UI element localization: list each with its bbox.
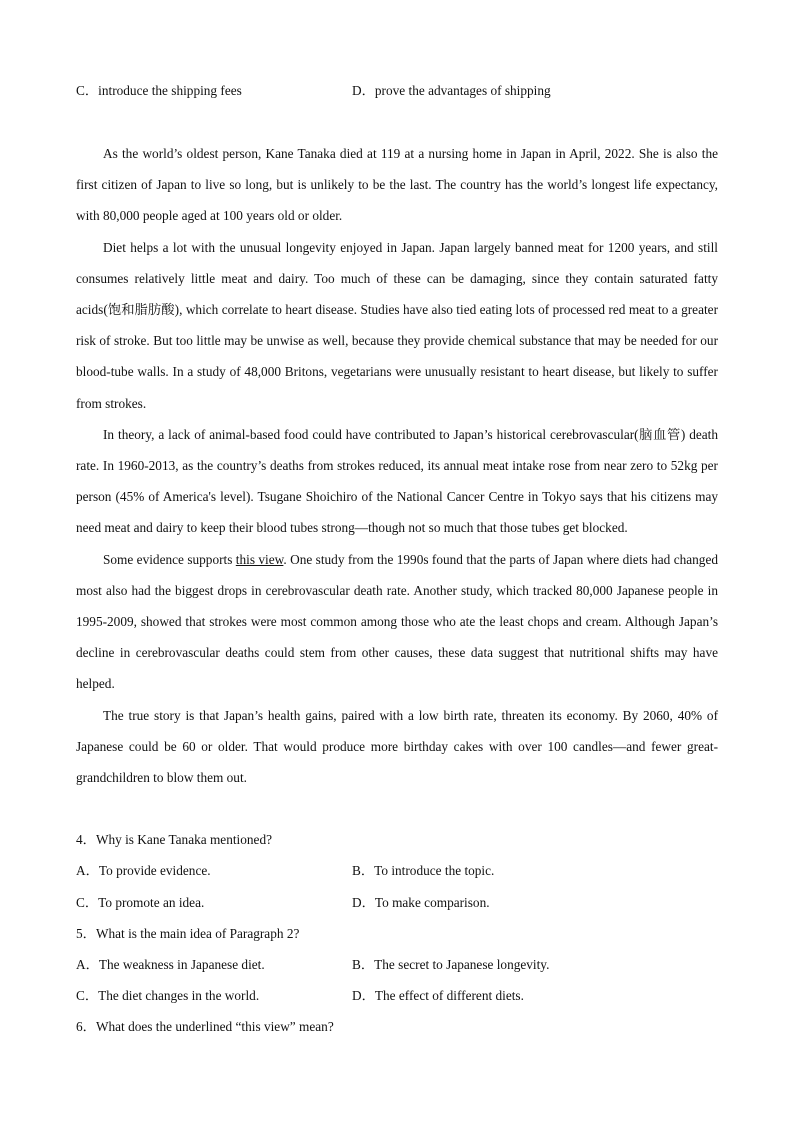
- question-5-options-row-2: [76, 986, 716, 1006]
- paragraph-4-text-after: . One study from the 1990s found that the parts of Japan where diets had changed most also had the biggest drops in cerebrovascular death rate. Another study, which tracked 80,000 Japanese people in 1995-2009, showed that strokes were most common among those who ate the least chops and cream. Although Japan’s decline in cerebrovascular deaths could stem from other causes, these data suggest that nutritional shifts may have helped.: [76, 551, 718, 692]
- question-4-option-d[interactable]: D．To make comparison.: [352, 895, 490, 910]
- question-5-stem: 5．What is the main idea of Paragraph 2?: [76, 926, 300, 941]
- question-4-options-row-2: [76, 893, 716, 913]
- question-5-option-b[interactable]: B．The secret to Japanese longevity.: [352, 957, 550, 972]
- prev-question-options-row: [76, 81, 716, 101]
- paragraph-4-text-before: Some evidence supports: [103, 551, 236, 567]
- question-4-option-c[interactable]: C．To promote an idea.: [76, 895, 205, 910]
- passage-paragraph-1: As the world’s oldest person, Kane Tanaka died at 119 at a nursing home in Japan in April, 2022. She is also the first citizen of Japan to live so long, but is unlikely to be the last. The country has the world’s longest life expectancy, with 80,000 people aged at 100 years old or older.: [76, 146, 718, 224]
- question-4-option-a[interactable]: A．To provide evidence.: [76, 863, 211, 878]
- prev-option-c[interactable]: C．introduce the shipping fees: [76, 83, 242, 98]
- question-5-option-a[interactable]: A．The weakness in Japanese diet.: [76, 957, 265, 972]
- question-5-options-row-1: [76, 955, 716, 975]
- question-5-option-d[interactable]: D．The effect of different diets.: [352, 988, 524, 1003]
- passage-paragraph-4: [76, 544, 718, 700]
- passage-paragraph-5: The true story is that Japan’s health gains, paired with a low birth rate, threaten its economy. By 2060, 40% of Japanese could be 60 or older. That would produce more birthday cakes with over 100 candles—and fewer great-grandchildren to blow them out.: [76, 707, 718, 786]
- prev-option-d[interactable]: D．prove the advantages of shipping: [352, 83, 551, 98]
- passage-paragraph-2: Diet helps a lot with the unusual longevity enjoyed in Japan. Japan largely banned meat for 1200 years, and still consumes relatively little meat and dairy. Too much of these can be damaging, since they contain saturated fatty acids(饱和脂肪酸), which correlate to heart disease. Studies have also tied eating lots of processed red meat to a greater risk of stroke. But too little may be unwise as well, because they provide chemical substance that may be needed for our blood-tube walls. In a study of 48,000 Britons, vegetarians were unusually resistant to heart disease, but likely to suffer from strokes.: [76, 239, 718, 411]
- question-4-option-b[interactable]: B．To introduce the topic.: [352, 863, 495, 878]
- question-6-stem: 6．What does the underlined “this view” mean?: [76, 1019, 334, 1034]
- passage-paragraph-3: In theory, a lack of animal-based food could have contributed to Japan’s historical cerebrovascular(脑血管) death rate. In 1960-2013, as the country’s deaths from strokes reduced, its annual meat intake rose from near zero to 52kg per person (45% of America's level). Tsugane Shoichiro of the National Cancer Centre in Tokyo says that his citizens may need meat and dairy to keep their blood tubes strong—though not so much that those tubes get blocked.: [76, 426, 718, 536]
- question-4-options-row-1: [76, 861, 716, 881]
- underlined-this-view: this view: [235, 551, 284, 567]
- reading-passage: [76, 138, 718, 793]
- question-4-stem: 4．Why is Kane Tanaka mentioned?: [76, 832, 272, 847]
- question-5-option-c[interactable]: C．The diet changes in the world.: [76, 988, 260, 1003]
